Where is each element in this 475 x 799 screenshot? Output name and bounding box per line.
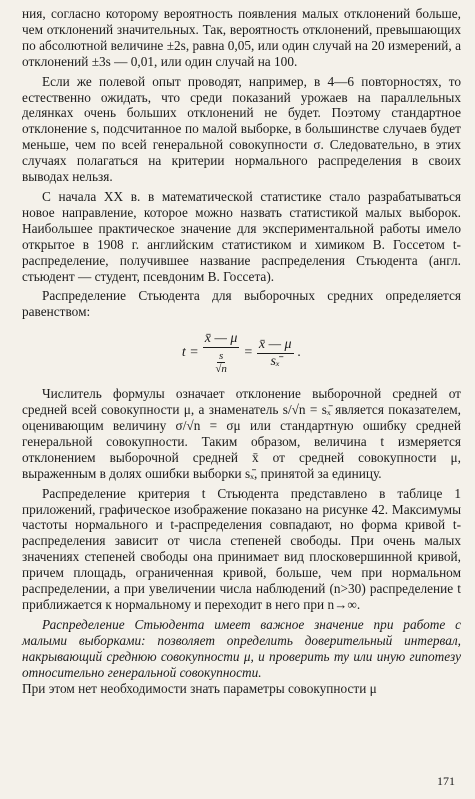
formula-fraction-1 bbox=[203, 331, 240, 375]
last-line: При этом нет необходимости знать параметры совокупности μ bbox=[22, 680, 377, 696]
fraction-sub-numerator: s bbox=[218, 350, 224, 363]
formula-fraction-2 bbox=[257, 337, 294, 370]
formula-equals: = bbox=[243, 345, 253, 361]
paragraph: С начала XX в. в математической статистике стало разрабатываться новое направление, которое можно назвать статистикой малых выборок. Наибольшее практическое значение для экспериментальной работы имело открытое в 1908 г. английским статистиком и химиком В. Госсетом t-распределение, получившее название распределения Стьюдента (англ. стьюдент — студент, псевдоним В. Госсета). bbox=[22, 188, 461, 284]
italic-paragraph: Распределение Стьюдента имеет важное значение при работе с малыми выборками: позволяет определить доверительный интервал, накрывающий среднюю совокупности μ, и проверить ту или иную гипотезу относительно генеральной совокупности. bbox=[22, 616, 461, 680]
paragraph: Распределение Стьюдента для выборочных средних определяется равенством: bbox=[22, 288, 461, 320]
fraction-denominator: sₓ̄ bbox=[270, 353, 280, 369]
paragraph: Числитель формулы означает отклонение выборочной средней от средней всей совокупности μ, а знаменатель s/√n = sₓ̄ является показателем, оценивающим величину σ/√n = σμ или стандартную ошибку средней генеральной совокупности. Таким образом, величина t измеряется отклонением выборочной средней x̄ от средней совокупности μ, выраженным в долях ошибки выборки sₓ̄, принятой за единицу. bbox=[22, 386, 461, 481]
paragraph: ния, согласно которому вероятность появления малых отклонений больше, чем отклонений значительных. Так, вероятность отклонений, превышающих по абсолютной величине ±2s, равна 0,05, или один случай на 20 измерений, а отклонений ±3s — 0,01, или один случай на 100. bbox=[22, 6, 461, 69]
student-formula bbox=[22, 320, 461, 386]
paragraph: Распределение критерия t Стьюдента представлено в таблице 1 приложений, графическое изображение показано на рисунке 42. Максимумы частоты нормального и t-распределения совпадают, но форма кривой t-распределения зависит от числа степеней свободы. При очень малых значениях степеней свободы она принимает вид плосковершинной кривой, причем площадь, ограниченная кривой, больше, чем при нормальном распределении, а при увеличении числа наблюдений (n>30) распределение t приближается к нормальному и переходит в него при n→∞. bbox=[22, 485, 461, 612]
fraction-numerator: x̄ — μ bbox=[258, 336, 292, 352]
fraction-sub-denominator: √n bbox=[215, 363, 227, 376]
formula-lhs: t = bbox=[181, 345, 199, 361]
formula-end: . bbox=[297, 345, 302, 361]
paragraph: Если же полевой опыт проводят, например, в 4—6 повторностях, то естественно ожидать, что среди показаний урожаев на параллельных делянках очень больших отклонений не будет. Поэтому стандартное отклонение s, подсчитанное по малой выборке, в большинстве случаев будет меньше, чем по всей генеральной совокупности σ. Следовательно, в этих случаях полагаться на критерии нормального распределения в своих выводах нельзя. bbox=[22, 73, 461, 185]
fraction-numerator: x̄ — μ bbox=[204, 331, 238, 347]
page-number: 171 bbox=[437, 774, 455, 788]
